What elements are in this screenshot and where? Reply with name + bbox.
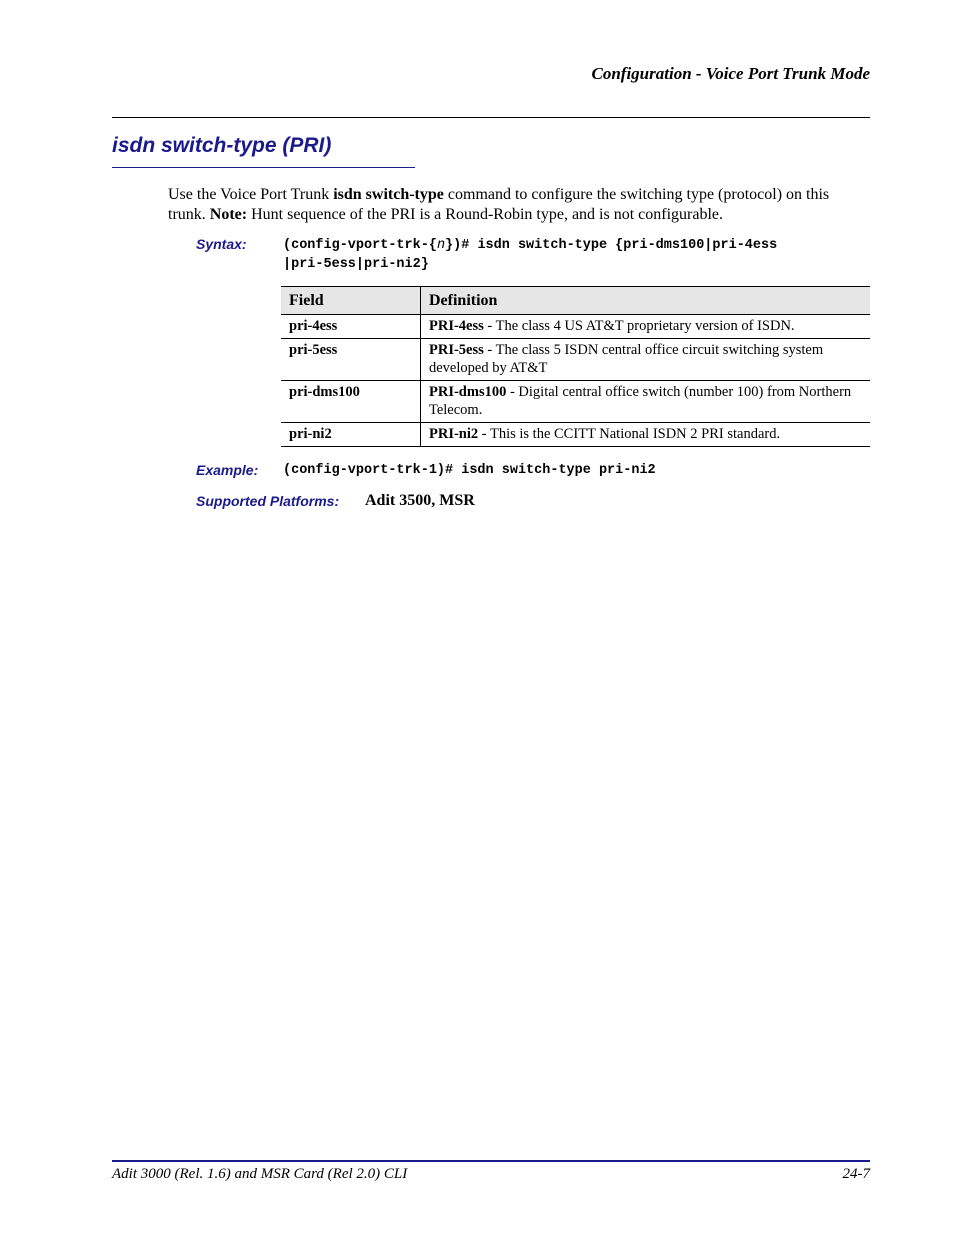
- page-number: 24-7: [842, 1166, 870, 1182]
- definition-term: PRI-dms100: [429, 384, 507, 400]
- syntax-line2: |pri-5ess|pri-ni2}: [283, 257, 429, 272]
- platforms-label: Supported Platforms:: [196, 493, 340, 509]
- field-cell: pri-ni2: [281, 423, 421, 447]
- table-row: [281, 339, 870, 381]
- definition-table: [281, 286, 870, 447]
- example-command: (config-vport-trk-1)# isdn switch-type pri-ni2: [283, 463, 656, 478]
- platforms-value: Adit 3500, MSR: [365, 492, 475, 509]
- definition-text: - The class 4 US AT&T proprietary version of ISDN.: [483, 318, 795, 334]
- definition-cell: [421, 423, 871, 447]
- field-cell: pri-5ess: [281, 339, 421, 381]
- syntax-variable: n: [436, 238, 446, 253]
- intro-text-2: command to configure the switching type (protocol) on this trunk.: [168, 186, 830, 223]
- intro-command: isdn switch-type: [333, 186, 444, 203]
- note-label: Note:: [209, 206, 248, 223]
- table-header-row: [281, 287, 870, 315]
- field-cell: pri-dms100: [281, 381, 421, 423]
- footer-document-title: Adit 3000 (Rel. 1.6) and MSR Card (Rel 2.0) CLI: [112, 1166, 408, 1182]
- definition-cell: [421, 315, 871, 339]
- definition-cell: [421, 381, 871, 423]
- definition-text: - Digital central office switch (number 100) from Northern Telecom.: [429, 384, 852, 418]
- syntax-label: Syntax:: [196, 236, 247, 252]
- header-field: Field: [281, 287, 421, 315]
- syntax-line1: })# isdn switch-type {pri-dms100|pri-4ess: [445, 238, 778, 253]
- title-underline: [112, 167, 415, 168]
- note-text: Hunt sequence of the PRI is a Round-Robin type, and is not configurable.: [247, 206, 724, 223]
- table-row: [281, 381, 870, 423]
- running-header: Configuration - Voice Port Trunk Mode: [591, 64, 870, 83]
- example-label: Example:: [196, 462, 259, 478]
- footer-divider: [112, 1160, 870, 1162]
- syntax-command: [283, 236, 873, 274]
- table-row: [281, 315, 870, 339]
- definition-cell: [421, 339, 871, 381]
- field-cell: pri-4ess: [281, 315, 421, 339]
- intro-paragraph: [168, 185, 870, 225]
- definition-term: PRI-4ess: [429, 318, 484, 334]
- section-title: isdn switch-type (PRI): [112, 134, 332, 157]
- syntax-prefix: (config-vport-trk-{: [283, 238, 437, 253]
- table-row: [281, 423, 870, 447]
- header-definition: Definition: [421, 287, 871, 315]
- definition-text: - This is the CCITT National ISDN 2 PRI standard.: [478, 426, 781, 442]
- header-divider: [112, 117, 870, 118]
- definition-term: PRI-5ess: [429, 342, 484, 358]
- definition-text: - The class 5 ISDN central office circuit switching system developed by AT&T: [429, 342, 824, 376]
- definition-term: PRI-ni2: [429, 426, 479, 442]
- intro-text-1: Use the Voice Port Trunk: [168, 186, 334, 203]
